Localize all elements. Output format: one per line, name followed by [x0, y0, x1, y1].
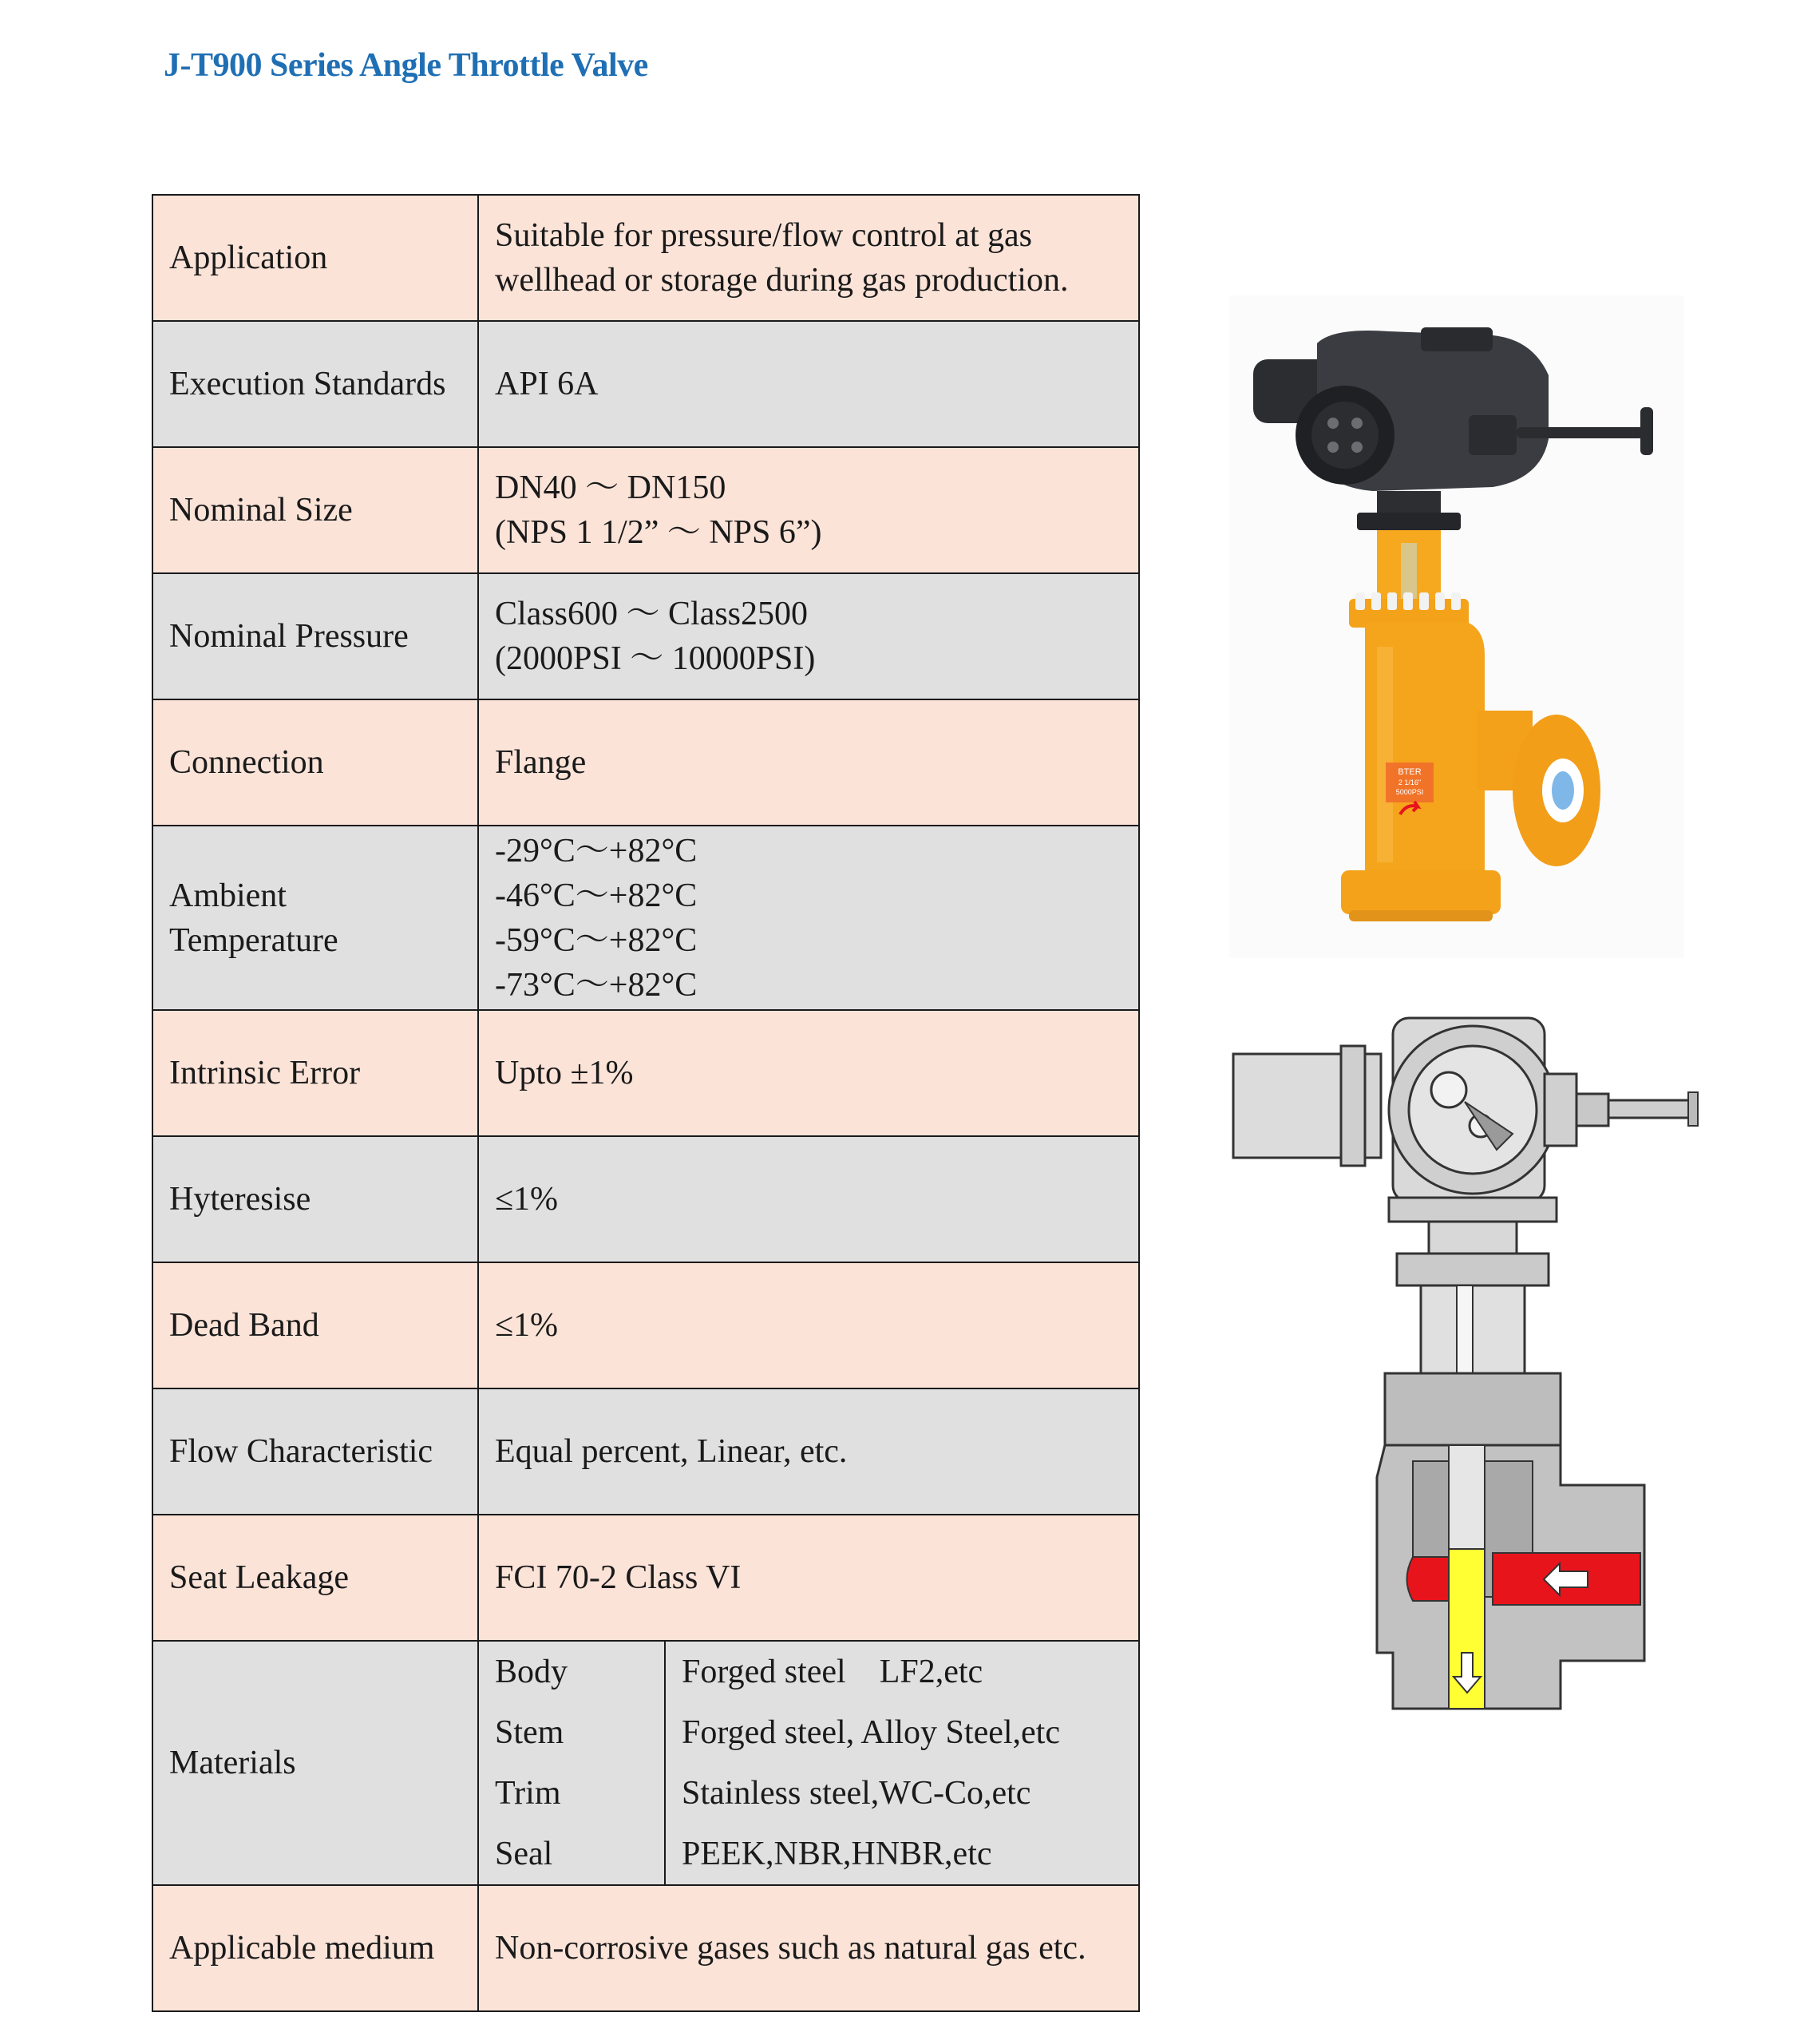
row-materials	[152, 1641, 1139, 1885]
value-line: (2000PSI ～ 10000PSI)	[495, 640, 816, 677]
material-name: Body	[479, 1642, 665, 1702]
value-line: -29°C～+82°C	[495, 832, 698, 869]
material-name: Seal	[479, 1824, 665, 1884]
value-line: -59°C～+82°C	[495, 921, 698, 959]
handwheel-shaft	[1608, 1100, 1696, 1118]
value-line: -73°C～+82°C	[495, 966, 698, 1004]
value-line: Suitable for pressure/flow control at gas	[495, 217, 1032, 254]
row-label: Applicable medium	[152, 1885, 478, 2011]
materials-cell	[478, 1641, 1139, 1885]
row-value	[478, 195, 1139, 321]
row-value	[478, 826, 1139, 1010]
material-value: PEEK,NBR,HNBR,etc	[665, 1824, 1138, 1884]
material-value: Forged steel, Alloy Steel,etc	[665, 1702, 1138, 1763]
row-label: Hyteresise	[152, 1136, 478, 1262]
actuator-motor-section	[1233, 1054, 1345, 1158]
row-execution-standards	[152, 321, 1139, 447]
row-nominal-pressure	[152, 573, 1139, 699]
row-value	[478, 447, 1139, 573]
row-label: Flow Characteristic	[152, 1388, 478, 1515]
value-line: wellhead or storage during gas production.	[495, 262, 1069, 299]
page-title: J-T900 Series Angle Throttle Valve	[164, 47, 648, 84]
row-label: Dead Band	[152, 1262, 478, 1388]
row-hysteresis	[152, 1136, 1139, 1262]
row-label: Application	[152, 195, 478, 321]
row-ambient-temperature	[152, 826, 1139, 1010]
value-line: (NPS 1 1/2” ～ NPS 6”)	[495, 514, 822, 551]
row-connection	[152, 699, 1139, 826]
row-intrinsic-error	[152, 1010, 1139, 1136]
plate-line: 5000PSI	[1395, 788, 1424, 796]
value-line: -46°C～+82°C	[495, 877, 698, 914]
spec-table	[152, 194, 1140, 2012]
row-value: FCI 70-2 Class VI	[478, 1515, 1139, 1641]
row-seat-leakage	[152, 1515, 1139, 1641]
row-label: Nominal Size	[152, 447, 478, 573]
valve-photo	[1229, 295, 1684, 958]
row-label: Intrinsic Error	[152, 1010, 478, 1136]
row-label: Execution Standards	[152, 321, 478, 447]
row-label: Seat Leakage	[152, 1515, 478, 1641]
row-value: Non-corrosive gases such as natural gas etc.	[478, 1885, 1139, 2011]
label-line: Ambient	[169, 877, 287, 914]
row-value	[478, 573, 1139, 699]
row-label	[152, 826, 478, 1010]
valve-section-drawing	[1209, 998, 1720, 1749]
material-row	[479, 1702, 1138, 1763]
row-dead-band	[152, 1262, 1139, 1388]
plate-line: 2 1/16"	[1398, 778, 1422, 786]
row-label: Nominal Pressure	[152, 573, 478, 699]
material-name: Stem	[479, 1702, 665, 1763]
row-flow-characteristic	[152, 1388, 1139, 1515]
material-row	[479, 1824, 1138, 1884]
row-value: Upto ±1%	[478, 1010, 1139, 1136]
row-value: Equal percent, Linear, etc.	[478, 1388, 1139, 1515]
material-row	[479, 1642, 1138, 1702]
row-value: ≤1%	[478, 1136, 1139, 1262]
row-value: Flange	[478, 699, 1139, 826]
material-value: Forged steel LF2,etc	[665, 1642, 1138, 1702]
handwheel-lever	[1517, 427, 1652, 438]
label-line: Temperature	[169, 921, 338, 959]
row-application	[152, 195, 1139, 321]
materials-table	[479, 1642, 1138, 1884]
row-label: Connection	[152, 699, 478, 826]
row-value: API 6A	[478, 321, 1139, 447]
material-value: Stainless steel,WC-Co,etc	[665, 1763, 1138, 1824]
value-line: Class600 ～ Class2500	[495, 596, 809, 632]
row-label: Materials	[152, 1641, 478, 1885]
row-value: ≤1%	[478, 1262, 1139, 1388]
material-name: Trim	[479, 1763, 665, 1824]
material-row	[479, 1763, 1138, 1824]
bottom-flange	[1341, 870, 1501, 914]
row-nominal-size	[152, 447, 1139, 573]
plate-line: BTER	[1398, 767, 1422, 777]
value-line: DN40 ～ DN150	[495, 469, 726, 506]
row-applicable-medium	[152, 1885, 1139, 2011]
